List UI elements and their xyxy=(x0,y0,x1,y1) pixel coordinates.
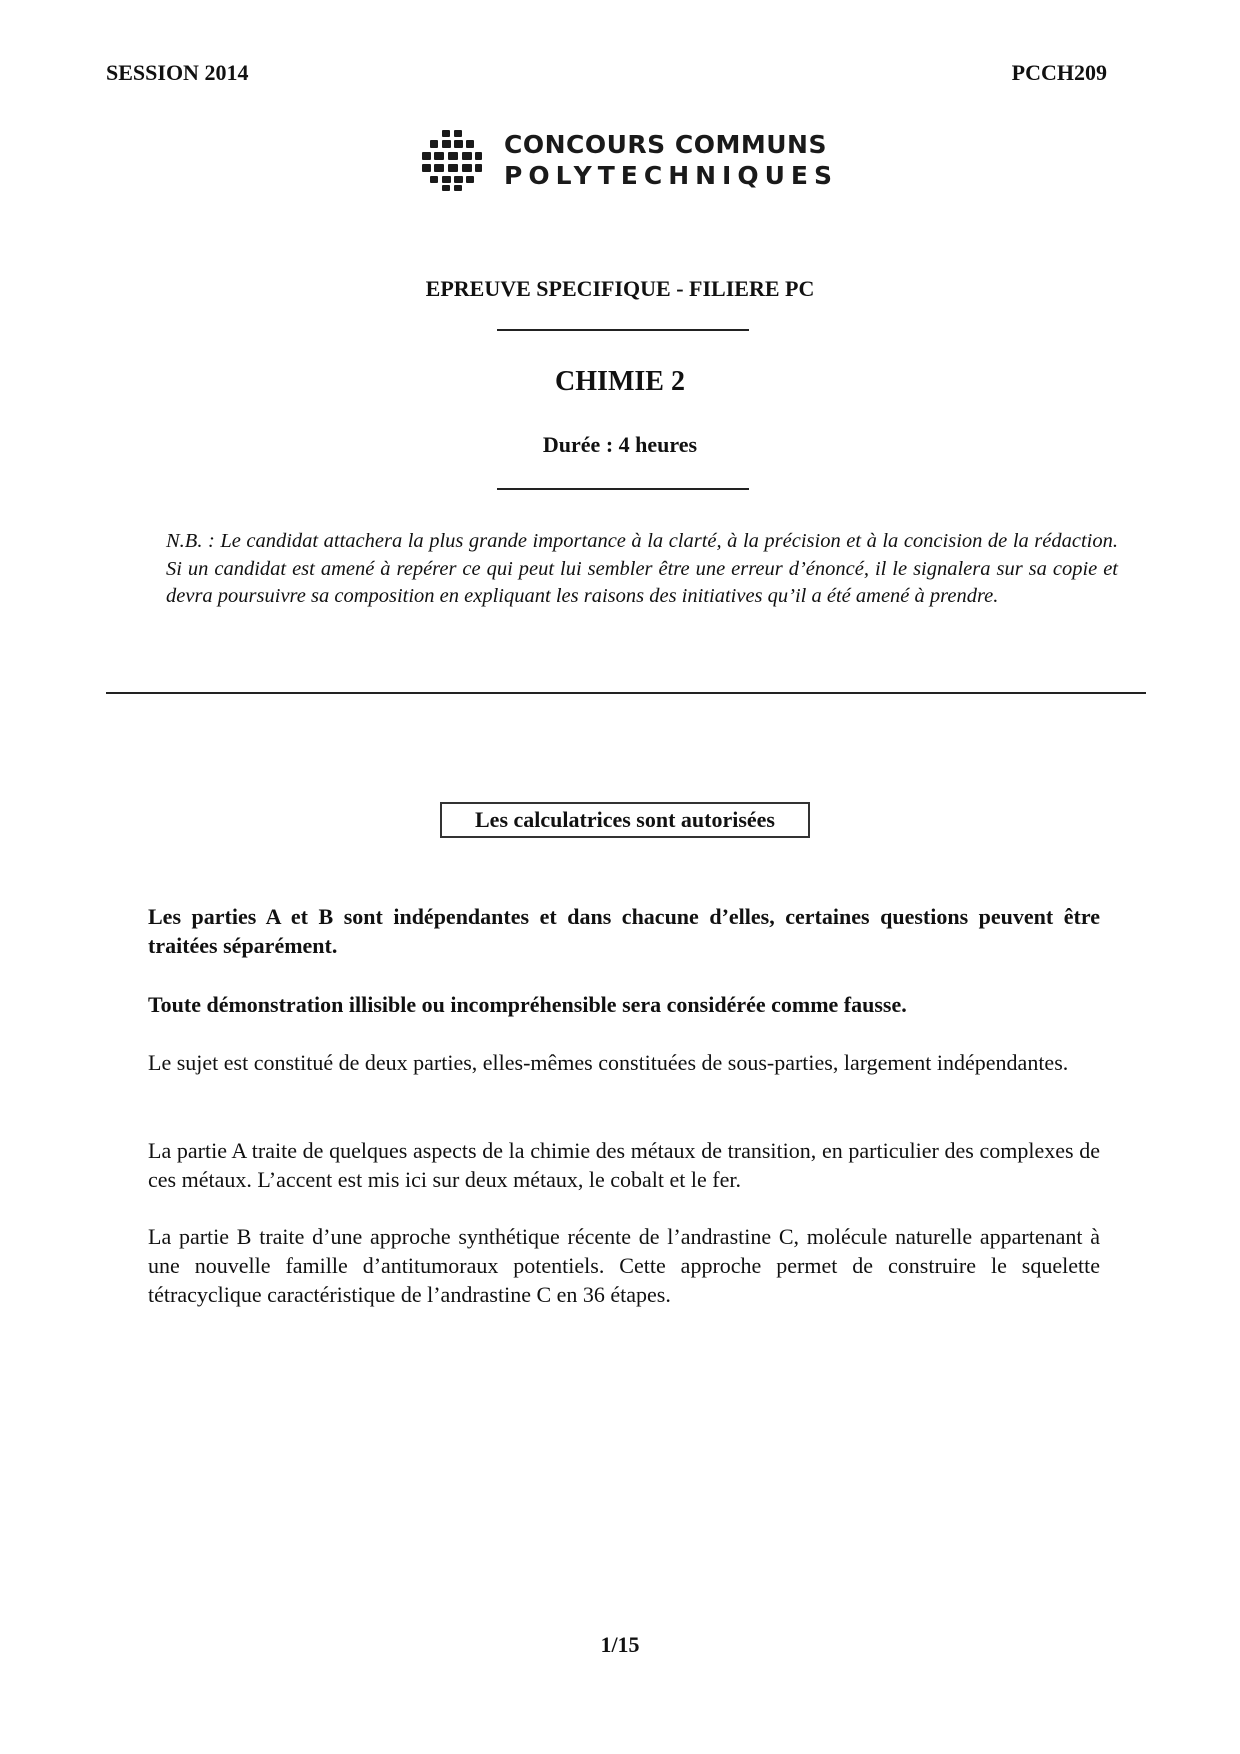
instruction-paragraph: Toute démonstration illisible ou incompréhensible sera considérée comme fausse. xyxy=(148,992,907,1017)
intro-paragraph: La partie B traite d’une approche synthétique récente de l’andrastine C, molécule naturelle appartenant à une nouvelle famille d’antitumoraux potentiels. Cette approche permet de construire le squelette tétracyclique caractéristique de l’andrastine C en 36 étapes. xyxy=(148,1224,1100,1307)
divider xyxy=(497,329,749,331)
exam-track-title: EPREUVE SPECIFIQUE - FILIERE PC xyxy=(425,276,815,301)
subject-title: CHIMIE 2 xyxy=(555,366,685,397)
divider xyxy=(497,488,749,490)
logo xyxy=(420,126,840,196)
instruction-paragraph: Les parties A et B sont indépendantes et dans chacune d’elles, certaines questions peuvent être traitées séparément. xyxy=(148,904,1100,958)
section-divider xyxy=(106,692,1146,694)
nb-note: N.B. : Le candidat attachera la plus grande importance à la clarté, à la précision et à la concision de la rédaction. Si un candidat est amené à repérer ce qui peut lui sembler être une erreur d’énoncé, il le signalera sur sa copie et devra poursuivre sa composition en expliquant les raisons des initiatives qu’il a été amené à prendre. xyxy=(166,530,1118,607)
session-label: SESSION 2014 xyxy=(106,60,249,85)
exam-duration: Durée : 4 heures xyxy=(542,432,698,457)
calculators-notice: Les calculatrices sont autorisées xyxy=(440,802,810,838)
page-number: 1/15 xyxy=(600,1632,640,1657)
intro-paragraph: La partie A traite de quelques aspects de la chimie des métaux de transition, en particulier des complexes de ces métaux. L’accent est mis ici sur deux métaux, le cobalt et le fer. xyxy=(148,1138,1100,1192)
logo-title-line2: POLYTECHNIQUES xyxy=(504,161,838,190)
dot-globe-icon xyxy=(420,128,484,192)
logo-title-line1: CONCOURS COMMUNS xyxy=(504,130,827,159)
intro-paragraph: Le sujet est constitué de deux parties, elles-mêmes constituées de sous-parties, largement indépendantes. xyxy=(148,1050,1069,1075)
exam-code: PCCH209 xyxy=(1011,60,1107,85)
